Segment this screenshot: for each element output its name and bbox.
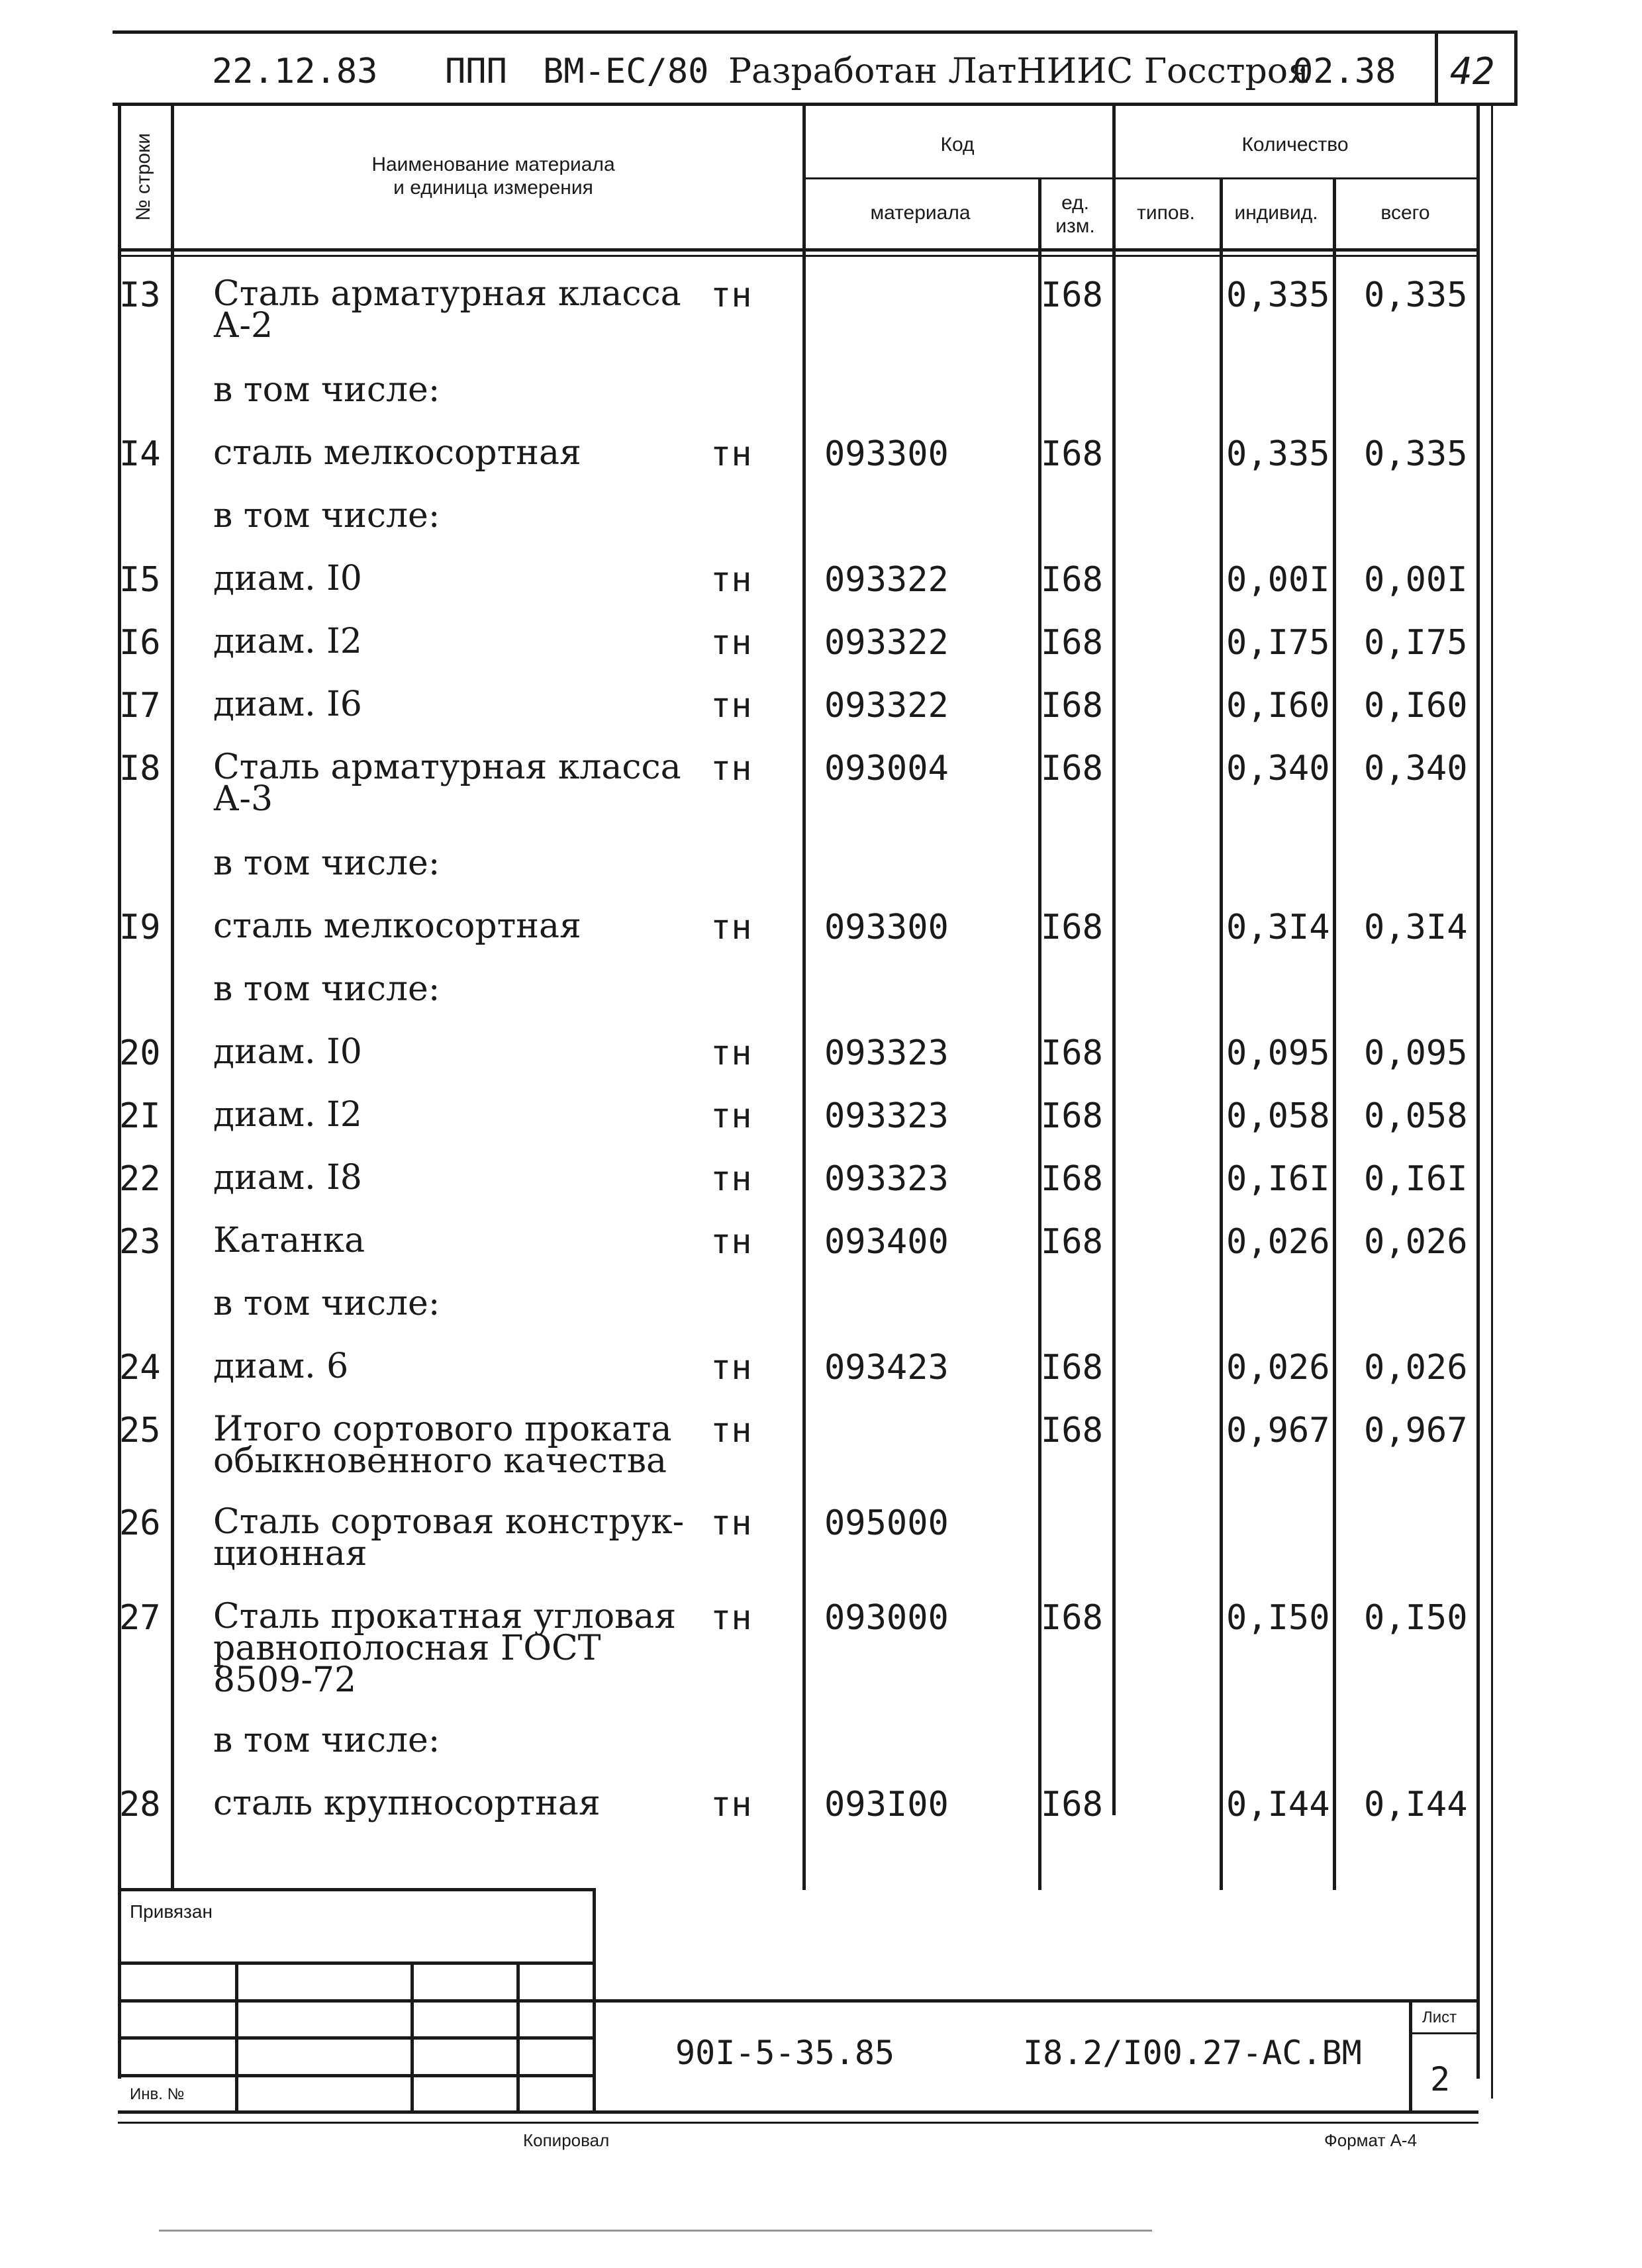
row-number: I4 [119, 434, 161, 474]
row-number: 23 [119, 1222, 161, 1262]
row-individual-qty: 0,3I4 [1226, 908, 1330, 947]
row-name: Сталь арматурная класса А-3 [213, 747, 681, 819]
row-unit: тн [710, 1222, 752, 1262]
row-unit: тн [710, 434, 752, 474]
inv-label: Инв. № [130, 2085, 185, 2103]
row-unit: тн [710, 1096, 752, 1136]
row-unit: тн [710, 560, 752, 600]
row-individual-qty: 0,095 [1226, 1033, 1330, 1073]
row-number: 24 [119, 1348, 161, 1388]
row-material-code: 093322 [824, 686, 949, 726]
row-name: в том числе: [213, 496, 440, 536]
row-total-qty: 0,I75 [1364, 623, 1468, 663]
row-total-qty: 0,026 [1364, 1348, 1468, 1388]
row-unit: тн [710, 749, 752, 788]
row-name: диам. I6 [213, 685, 362, 724]
table-left-border [118, 103, 121, 2079]
format-label: Формат А-4 [1324, 2130, 1418, 2150]
row-unit: тн [710, 1159, 752, 1199]
project-code: 90I-5-35.85 [675, 2034, 895, 2072]
row-material-code: 093004 [824, 749, 949, 788]
row-name: сталь мелкосортная [213, 433, 581, 473]
row-number: 22 [119, 1159, 161, 1199]
row-unit-code: I68 [1041, 908, 1103, 947]
row-number: I3 [119, 275, 161, 315]
table-right-border [1476, 103, 1480, 2079]
row-material-code: 093322 [824, 623, 949, 663]
row-total-qty: 0,340 [1364, 749, 1468, 788]
row-unit-code: I68 [1041, 560, 1103, 600]
row-unit: тн [710, 1411, 752, 1450]
row-individual-qty: 0,I6I [1226, 1159, 1330, 1199]
col-typical: типов. [1137, 202, 1195, 224]
row-material-code: 093300 [824, 908, 949, 947]
row-name: диам. I0 [213, 559, 362, 598]
row-material-code: 093300 [824, 434, 949, 474]
row-individual-qty: 0,335 [1226, 434, 1330, 474]
row-individual-qty: 0,026 [1226, 1222, 1330, 1262]
header-date: 22.12.83 [212, 52, 378, 91]
row-individual-qty: 0,I50 [1226, 1598, 1330, 1638]
page-number: 42 [1450, 50, 1495, 93]
row-unit: тн [710, 275, 752, 315]
row-unit-code: I68 [1041, 1598, 1103, 1638]
row-total-qty: 0,095 [1364, 1033, 1468, 1073]
col-unit: ед. изм. [1055, 192, 1095, 237]
col-total: всего [1380, 202, 1430, 224]
document-code: I8.2/I00.27-АС.ВМ [1023, 2034, 1362, 2072]
row-name: в том числе: [213, 969, 440, 1009]
row-unit-code: I68 [1041, 434, 1103, 474]
row-unit: тн [710, 1033, 752, 1073]
row-individual-qty: 0,I75 [1226, 623, 1330, 663]
row-unit-code: I68 [1041, 275, 1103, 315]
row-name: сталь мелкосортная [213, 906, 581, 946]
row-number: 26 [119, 1503, 161, 1543]
row-unit: тн [710, 623, 752, 663]
row-total-qty: 0,058 [1364, 1096, 1468, 1136]
row-individual-qty: 0,I44 [1226, 1785, 1330, 1824]
row-unit: тн [710, 1598, 752, 1638]
row-name: сталь крупносортная [213, 1783, 601, 1823]
row-unit: тн [710, 1348, 752, 1388]
row-material-code: 095000 [824, 1503, 949, 1543]
row-number: 27 [119, 1598, 161, 1638]
row-number: I8 [119, 749, 161, 788]
sheet-number: 2 [1430, 2060, 1451, 2099]
row-individual-qty: 0,058 [1226, 1096, 1330, 1136]
row-name: Итого сортового проката обыкновенного качества [213, 1409, 672, 1481]
row-material-code: 093322 [824, 560, 949, 600]
row-material-code: 093400 [824, 1222, 949, 1262]
row-number: I7 [119, 686, 161, 726]
row-total-qty: 0,I50 [1364, 1598, 1468, 1638]
row-name: диам. I0 [213, 1032, 362, 1072]
row-number: 25 [119, 1411, 161, 1450]
row-name: диам. I2 [213, 622, 362, 661]
row-name: Сталь арматурная класса А-2 [213, 274, 681, 346]
row-unit-code: I68 [1041, 1222, 1103, 1262]
bound-label: Привязан [130, 1901, 213, 1922]
row-total-qty: 0,967 [1364, 1411, 1468, 1450]
copied-label: Копировал [523, 2130, 610, 2150]
row-individual-qty: 0,I60 [1226, 686, 1330, 726]
header-org: ППП [445, 52, 507, 91]
row-name: в том числе: [213, 843, 440, 883]
col-row-no: № строки [132, 133, 154, 221]
sheet-label: Лист [1422, 2008, 1457, 2026]
row-individual-qty: 0,026 [1226, 1348, 1330, 1388]
col-name: Наименование материала и единица измерения [371, 154, 615, 199]
row-total-qty: 0,3I4 [1364, 908, 1468, 947]
row-name: в том числе: [213, 1721, 440, 1760]
row-name: в том числе: [213, 1284, 440, 1323]
row-material-code: 093323 [824, 1159, 949, 1199]
header-developer: Разработан ЛатНИИС Госстроя [728, 52, 1310, 91]
header-version: 02.38 [1292, 52, 1396, 91]
row-total-qty: 0,I44 [1364, 1785, 1468, 1824]
row-name: диам. I8 [213, 1158, 362, 1198]
row-material-code: 093323 [824, 1033, 949, 1073]
row-number: I9 [119, 908, 161, 947]
row-unit: тн [710, 1503, 752, 1543]
row-name: Сталь сортовая конструк- ционная [213, 1502, 685, 1574]
row-unit-code: I68 [1041, 749, 1103, 788]
row-total-qty: 0,335 [1364, 275, 1468, 315]
row-name: в том числе: [213, 370, 440, 410]
row-unit: тн [710, 1785, 752, 1824]
row-material-code: 093323 [824, 1096, 949, 1136]
row-unit-code: I68 [1041, 1033, 1103, 1073]
row-material-code: 093000 [824, 1598, 949, 1638]
row-name: Катанка [213, 1221, 365, 1260]
col-material: материала [870, 202, 971, 224]
row-unit-code: I68 [1041, 686, 1103, 726]
row-unit-code: I68 [1041, 1096, 1103, 1136]
col-individual: индивид. [1234, 202, 1318, 224]
row-number: 2I [119, 1096, 161, 1136]
row-number: 28 [119, 1785, 161, 1824]
row-unit-code: I68 [1041, 1411, 1103, 1450]
row-name: диам. I2 [213, 1095, 362, 1135]
row-number: 20 [119, 1033, 161, 1073]
row-total-qty: 0,I60 [1364, 686, 1468, 726]
row-unit: тн [710, 686, 752, 726]
row-individual-qty: 0,335 [1226, 275, 1330, 315]
header-code: ВМ-ЕС/80 [543, 52, 709, 91]
row-individual-qty: 0,967 [1226, 1411, 1330, 1450]
row-total-qty: 0,026 [1364, 1222, 1468, 1262]
col-qty-group: Количество [1241, 134, 1349, 156]
row-material-code: 093I00 [824, 1785, 949, 1824]
row-unit-code: I68 [1041, 623, 1103, 663]
row-total-qty: 0,335 [1364, 434, 1468, 474]
col-code-group: Код [940, 134, 975, 156]
row-individual-qty: 0,340 [1226, 749, 1330, 788]
row-unit: тн [710, 908, 752, 947]
row-individual-qty: 0,00I [1226, 560, 1330, 600]
row-number: I5 [119, 560, 161, 600]
row-name: Сталь прокатная угловая равнополосная ГОСТ 8509-72 [213, 1597, 677, 1700]
row-name: диам. 6 [213, 1347, 349, 1386]
row-unit-code: I68 [1041, 1348, 1103, 1388]
row-total-qty: 0,00I [1364, 560, 1468, 600]
row-unit-code: I68 [1041, 1159, 1103, 1199]
row-material-code: 093423 [824, 1348, 949, 1388]
row-number: I6 [119, 623, 161, 663]
row-total-qty: 0,I6I [1364, 1159, 1468, 1199]
row-unit-code: I68 [1041, 1785, 1103, 1824]
